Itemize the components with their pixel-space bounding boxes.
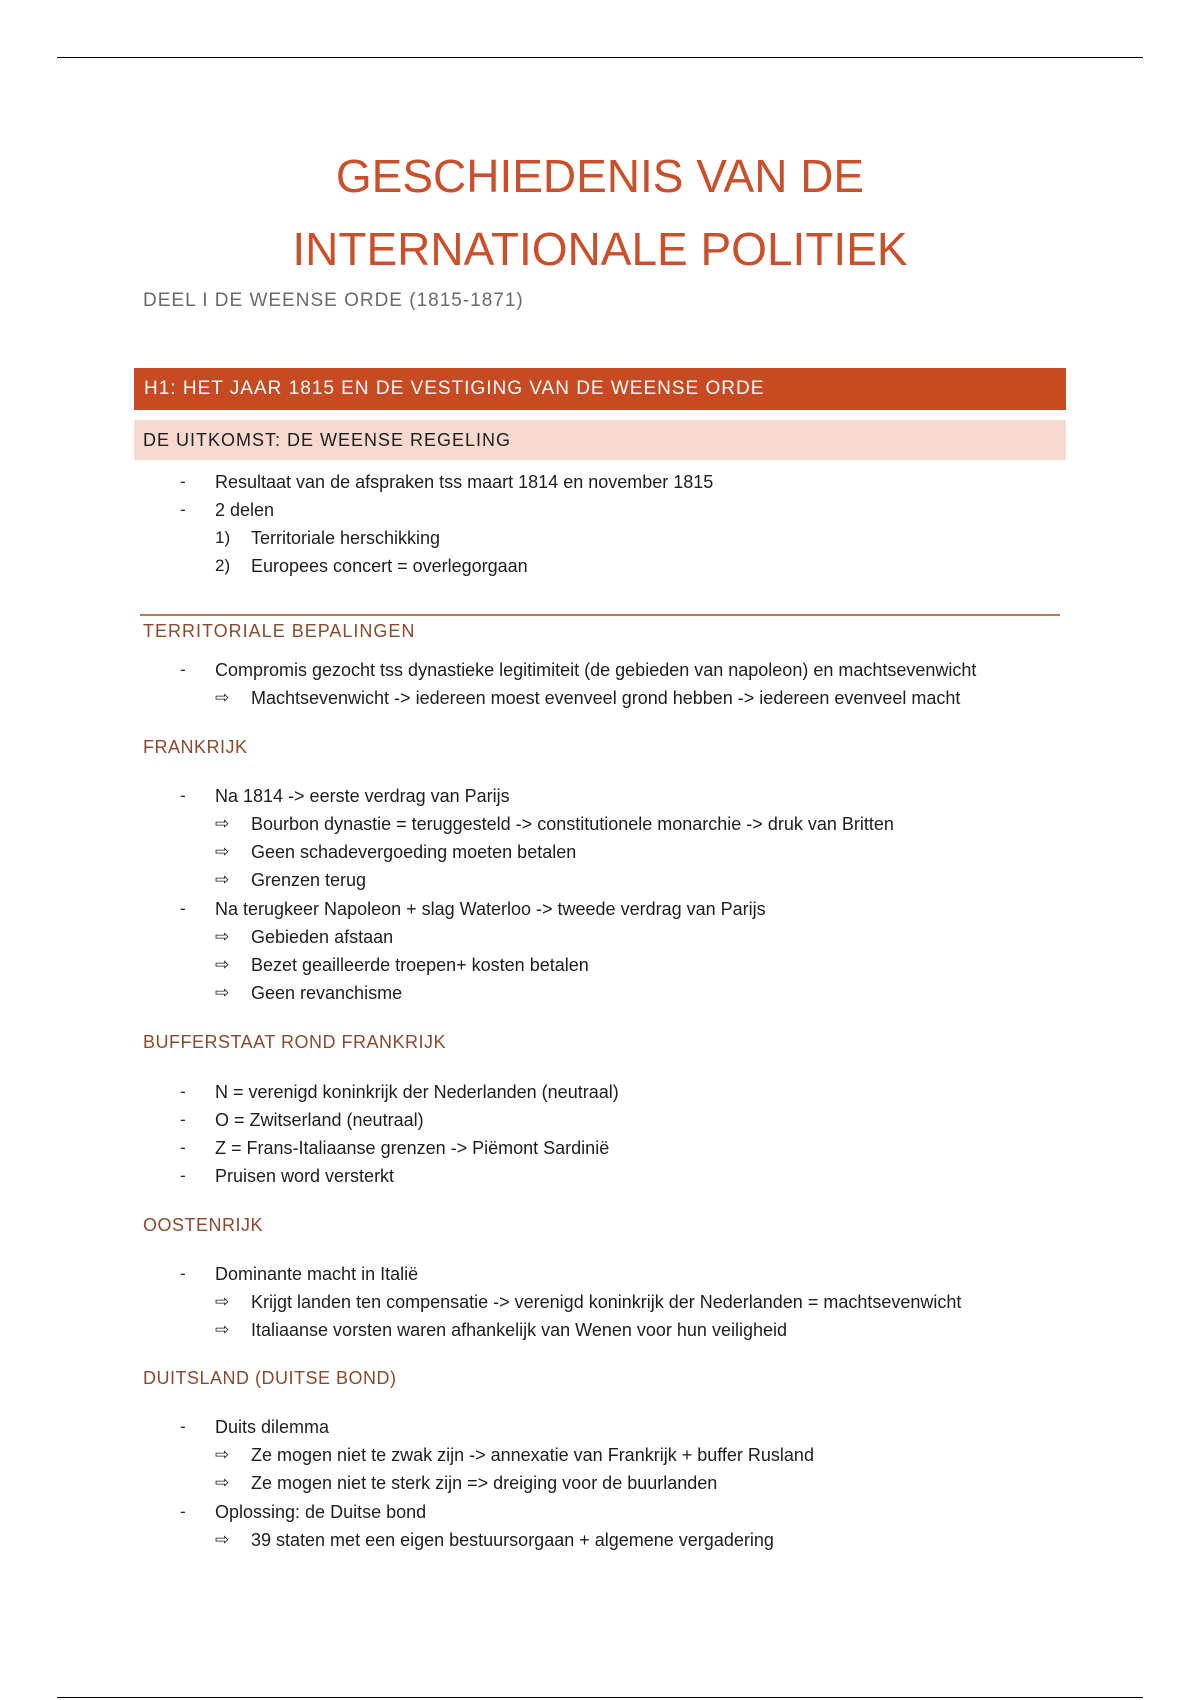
arrow-icon: ⇨ [215, 927, 230, 946]
section-heading: DE UITKOMST: DE WEENSE REGELING [134, 420, 1066, 460]
list-item: Territoriale herschikking [251, 528, 441, 548]
bullet-dash: - [180, 500, 186, 519]
number-marker: 2) [215, 556, 231, 575]
list-item: Krijgt landen ten compensatie -> verenigd koninkrijk der Nederlanden = machtsevenwicht [251, 1292, 962, 1312]
list-item: N = verenigd koninkrijk der Nederlanden (neutraal) [215, 1082, 619, 1102]
list-item: Bezet geailleerde troepen+ kosten betalen [251, 955, 589, 975]
list-item: Ze mogen niet te zwak zijn -> annexatie van Frankrijk + buffer Rusland [251, 1445, 814, 1465]
bullet-dash: - [180, 1166, 186, 1185]
oostenrijk-heading: OOSTENRIJK [143, 1215, 264, 1235]
bullet-dash: - [180, 472, 186, 491]
document-title [0, 140, 1200, 286]
chapter-heading: H1: HET JAAR 1815 EN DE VESTIGING VAN DE WEENSE ORDE [134, 368, 1066, 410]
arrow-icon: ⇨ [215, 814, 230, 833]
number-marker: 1) [215, 528, 231, 547]
list-item: Geen revanchisme [251, 983, 403, 1003]
territoriale-heading: TERRITORIALE BEPALINGEN [143, 621, 416, 641]
bullet-dash: - [180, 1502, 186, 1521]
document-subtitle: DEEL I DE WEENSE ORDE (1815-1871) [143, 290, 524, 311]
bullet-dash: - [180, 786, 186, 805]
list-item: Dominante macht in Italië [215, 1264, 419, 1284]
arrow-icon: ⇨ [215, 1320, 230, 1339]
bullet-dash: - [180, 1082, 186, 1101]
list-item: Na terugkeer Napoleon + slag Waterloo -> tweede verdrag van Parijs [215, 899, 766, 919]
bottom-rule [57, 1697, 1143, 1698]
bullet-dash: - [180, 1138, 186, 1157]
list-item: Z = Frans-Italiaanse grenzen -> Piëmont Sardinië [215, 1138, 610, 1158]
bufferstaat-heading: BUFFERSTAAT ROND FRANKRIJK [143, 1032, 447, 1052]
list-item: Compromis gezocht tss dynastieke legitimiteit (de gebieden van napoleon) en machtsevenwicht [215, 660, 977, 680]
list-item: Machtsevenwicht -> iedereen moest evenveel grond hebben -> iedereen evenveel macht [251, 688, 961, 708]
frankrijk-heading: FRANKRIJK [143, 737, 248, 757]
list-item: 39 staten met een eigen bestuursorgaan + algemene vergadering [251, 1530, 774, 1550]
arrow-icon: ⇨ [215, 983, 230, 1002]
bullet-dash: - [180, 1110, 186, 1129]
duitsland-heading: DUITSLAND (DUITSE BOND) [143, 1368, 397, 1388]
bullet-dash: - [180, 899, 186, 918]
list-item: Gebieden afstaan [251, 927, 394, 947]
list-item: 2 delen [215, 500, 275, 520]
arrow-icon: ⇨ [215, 955, 230, 974]
arrow-icon: ⇨ [215, 1292, 230, 1311]
list-item: Bourbon dynastie = teruggesteld -> constitutionele monarchie -> druk van Britten [251, 814, 894, 834]
list-item: Europees concert = overlegorgaan [251, 556, 528, 576]
arrow-icon: ⇨ [215, 1530, 230, 1549]
list-item: Grenzen terug [251, 870, 367, 890]
title-line-2: INTERNATIONALE POLITIEK [292, 223, 908, 275]
list-item: Pruisen word versterkt [215, 1166, 395, 1186]
arrow-icon: ⇨ [215, 870, 230, 889]
list-item: Na 1814 -> eerste verdrag van Parijs [215, 786, 510, 806]
list-item: Duits dilemma [215, 1417, 330, 1437]
arrow-icon: ⇨ [215, 842, 230, 861]
list-item: Italiaanse vorsten waren afhankelijk van Wenen voor hun veiligheid [251, 1320, 787, 1340]
arrow-icon: ⇨ [215, 1445, 230, 1464]
arrow-icon: ⇨ [215, 1473, 230, 1492]
list-item: Ze mogen niet te sterk zijn => dreiging voor de buurlanden [251, 1473, 718, 1493]
list-item: Oplossing: de Duitse bond [215, 1502, 427, 1522]
title-line-1: GESCHIEDENIS VAN DE [335, 150, 865, 202]
top-rule [57, 57, 1143, 58]
arrow-icon: ⇨ [215, 688, 230, 707]
list-item: Geen schadevergoeding moeten betalen [251, 842, 577, 862]
list-item: Resultaat van de afspraken tss maart 1814 en november 1815 [215, 472, 714, 492]
bullet-dash: - [180, 1417, 186, 1436]
list-item: O = Zwitserland (neutraal) [215, 1110, 424, 1130]
section-divider [140, 614, 1060, 616]
bullet-dash: - [180, 660, 186, 679]
bullet-dash: - [180, 1264, 186, 1283]
